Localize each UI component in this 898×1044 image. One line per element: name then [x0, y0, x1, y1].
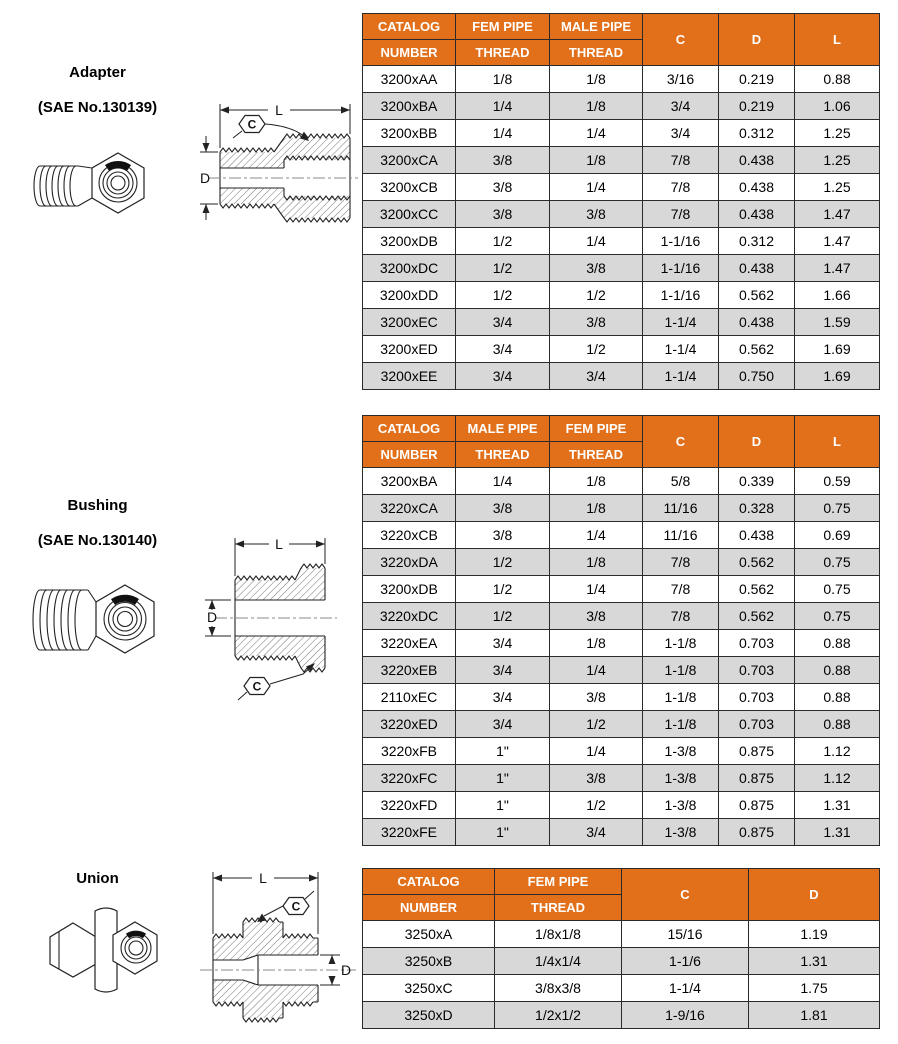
spec-value-cell: 0.88	[795, 711, 880, 738]
column-header: D	[749, 869, 880, 921]
spec-value-cell: 1"	[456, 765, 550, 792]
spec-value-cell: 0.875	[719, 738, 795, 765]
spec-value-cell: 1-1/6	[622, 948, 749, 975]
spec-value-cell: 0.438	[719, 522, 795, 549]
spec-value-cell: 3/8	[456, 174, 550, 201]
spec-value-cell: 0.750	[719, 363, 795, 390]
spec-value-cell: 7/8	[643, 147, 719, 174]
spec-value-cell: 0.339	[719, 468, 795, 495]
column-header: CATALOG	[363, 869, 495, 895]
spec-value-cell: 7/8	[643, 201, 719, 228]
table-row	[363, 282, 880, 309]
spec-value-cell: 1.69	[795, 363, 880, 390]
table-row	[363, 711, 880, 738]
spec-value-cell: 1-9/16	[622, 1002, 749, 1029]
catalog-number-cell: 2110xEC	[363, 684, 456, 711]
spec-value-cell: 0.75	[795, 549, 880, 576]
spec-value-cell: 1.12	[795, 765, 880, 792]
catalog-number-cell: 3220xEB	[363, 657, 456, 684]
spec-value-cell: 1.06	[795, 93, 880, 120]
dim-l-label: L	[259, 870, 267, 886]
spec-value-cell: 0.875	[719, 819, 795, 846]
spec-value-cell: 1.47	[795, 228, 880, 255]
bushing-spec-table	[362, 415, 880, 846]
dim-l-label: L	[275, 536, 283, 552]
spec-value-cell: 1.81	[749, 1002, 880, 1029]
column-header: NUMBER	[363, 40, 456, 66]
table-row	[363, 309, 880, 336]
spec-value-cell: 0.875	[719, 792, 795, 819]
spec-value-cell: 0.875	[719, 765, 795, 792]
spec-value-cell: 1/4	[550, 576, 643, 603]
table-row	[363, 738, 880, 765]
dim-d-label: D	[199, 170, 211, 186]
spec-value-cell: 1-1/4	[643, 309, 719, 336]
dim-l-label: L	[275, 102, 283, 118]
spec-value-cell: 1.12	[795, 738, 880, 765]
table-row	[363, 603, 880, 630]
table-row	[363, 948, 880, 975]
spec-value-cell: 1/2	[456, 228, 550, 255]
table-row	[363, 684, 880, 711]
spec-value-cell: 0.312	[719, 228, 795, 255]
spec-value-cell: 1/2	[550, 792, 643, 819]
spec-value-cell: 1.31	[795, 792, 880, 819]
spec-value-cell: 1/2	[456, 603, 550, 630]
catalog-number-cell: 3220xFE	[363, 819, 456, 846]
catalog-number-cell: 3200xCB	[363, 174, 456, 201]
spec-value-cell: 1-1/8	[643, 684, 719, 711]
spec-value-cell: 1.47	[795, 255, 880, 282]
catalog-number-cell: 3250xC	[363, 975, 495, 1002]
catalog-number-cell: 3200xDD	[363, 282, 456, 309]
spec-value-cell: 0.59	[795, 468, 880, 495]
union-illustration-icon	[35, 898, 165, 1003]
spec-value-cell: 1"	[456, 819, 550, 846]
adapter-sae-number: (SAE No.130139)	[37, 99, 158, 116]
spec-value-cell: 1/8	[550, 93, 643, 120]
spec-value-cell: 1/8	[550, 630, 643, 657]
column-header: THREAD	[456, 40, 550, 66]
dim-c-label: C	[291, 899, 301, 914]
spec-value-cell: 3/4	[456, 684, 550, 711]
spec-value-cell: 0.562	[719, 336, 795, 363]
spec-value-cell: 1-1/4	[643, 363, 719, 390]
spec-value-cell: 1.25	[795, 147, 880, 174]
catalog-number-cell: 3220xDC	[363, 603, 456, 630]
spec-value-cell: 0.75	[795, 495, 880, 522]
column-header: NUMBER	[363, 442, 456, 468]
bushing-technical-drawing	[185, 522, 360, 707]
spec-value-cell: 0.562	[719, 603, 795, 630]
spec-value-cell: 3/4	[456, 657, 550, 684]
adapter-spec-table	[362, 13, 880, 390]
table-row	[363, 468, 880, 495]
spec-value-cell: 1/4	[550, 738, 643, 765]
spec-value-cell: 1-1/8	[643, 711, 719, 738]
catalog-number-cell: 3200xDC	[363, 255, 456, 282]
spec-value-cell: 1.31	[795, 819, 880, 846]
catalog-number-cell: 3220xFC	[363, 765, 456, 792]
catalog-number-cell: 3200xED	[363, 336, 456, 363]
spec-value-cell: 1/2x1/2	[495, 1002, 622, 1029]
column-header: FEM PIPE	[456, 14, 550, 40]
column-header: THREAD	[550, 442, 643, 468]
spec-value-cell: 1/8	[456, 66, 550, 93]
spec-value-cell: 1.25	[795, 174, 880, 201]
column-header: FEM PIPE	[550, 416, 643, 442]
spec-value-cell: 3/4	[456, 711, 550, 738]
adapter-illustration-icon	[28, 136, 158, 231]
union-spec-table	[362, 868, 880, 1029]
spec-value-cell: 7/8	[643, 576, 719, 603]
catalog-number-cell: 3220xCA	[363, 495, 456, 522]
spec-value-cell: 3/8	[550, 255, 643, 282]
spec-value-cell: 0.703	[719, 630, 795, 657]
column-header: L	[795, 14, 880, 66]
spec-value-cell: 0.219	[719, 93, 795, 120]
table-row	[363, 363, 880, 390]
spec-value-cell: 3/4	[456, 309, 550, 336]
spec-value-cell: 0.438	[719, 147, 795, 174]
column-header: THREAD	[495, 895, 622, 921]
spec-value-cell: 1/2	[456, 282, 550, 309]
table-row	[363, 576, 880, 603]
spec-value-cell: 0.438	[719, 255, 795, 282]
spec-value-cell: 0.438	[719, 201, 795, 228]
table-row	[363, 657, 880, 684]
spec-value-cell: 0.69	[795, 522, 880, 549]
table-row	[363, 549, 880, 576]
table-row	[363, 792, 880, 819]
spec-value-cell: 0.703	[719, 657, 795, 684]
catalog-number-cell: 3200xBA	[363, 93, 456, 120]
table-row	[363, 522, 880, 549]
table-row	[363, 336, 880, 363]
adapter-section-title: Adapter	[69, 64, 126, 81]
spec-value-cell: 0.219	[719, 66, 795, 93]
spec-value-cell: 0.562	[719, 549, 795, 576]
spec-value-cell: 1-3/8	[643, 738, 719, 765]
catalog-number-cell: 3200xCC	[363, 201, 456, 228]
catalog-number-cell: 3200xBA	[363, 468, 456, 495]
table-row	[363, 66, 880, 93]
spec-value-cell: 1/4	[550, 657, 643, 684]
spec-value-cell: 0.328	[719, 495, 795, 522]
table-row	[363, 147, 880, 174]
table-row	[363, 630, 880, 657]
spec-value-cell: 1/4	[456, 93, 550, 120]
column-header: MALE PIPE	[456, 416, 550, 442]
bushing-section-title: Bushing	[67, 497, 128, 514]
column-header: C	[622, 869, 749, 921]
spec-value-cell: 0.703	[719, 684, 795, 711]
column-header: NUMBER	[363, 895, 495, 921]
spec-value-cell: 7/8	[643, 174, 719, 201]
catalog-number-cell: 3220xCB	[363, 522, 456, 549]
catalog-number-cell: 3250xD	[363, 1002, 495, 1029]
spec-value-cell: 1/2	[456, 576, 550, 603]
catalog-number-cell: 3200xDB	[363, 576, 456, 603]
column-header: THREAD	[456, 442, 550, 468]
spec-value-cell: 1.66	[795, 282, 880, 309]
column-header: D	[719, 416, 795, 468]
spec-value-cell: 0.75	[795, 603, 880, 630]
spec-value-cell: 3/8	[456, 522, 550, 549]
spec-value-cell: 1/4	[550, 522, 643, 549]
spec-value-cell: 3/4	[456, 630, 550, 657]
spec-value-cell: 1/8	[550, 66, 643, 93]
spec-value-cell: 1.31	[749, 948, 880, 975]
bushing-sae-number: (SAE No.130140)	[37, 532, 158, 549]
table-row	[363, 120, 880, 147]
spec-value-cell: 0.562	[719, 576, 795, 603]
spec-value-cell: 3/8	[550, 201, 643, 228]
spec-value-cell: 1/8	[550, 495, 643, 522]
table-row	[363, 93, 880, 120]
spec-value-cell: 1-1/8	[643, 630, 719, 657]
table-row	[363, 975, 880, 1002]
column-header: THREAD	[550, 40, 643, 66]
catalog-number-cell: 3200xEC	[363, 309, 456, 336]
column-header: C	[643, 416, 719, 468]
spec-value-cell: 1/8	[550, 468, 643, 495]
spec-value-cell: 1/4	[456, 120, 550, 147]
spec-value-cell: 1/2	[550, 711, 643, 738]
spec-value-cell: 11/16	[643, 522, 719, 549]
adapter-technical-drawing	[192, 90, 364, 250]
catalog-number-cell: 3250xB	[363, 948, 495, 975]
spec-value-cell: 0.88	[795, 66, 880, 93]
spec-value-cell: 0.438	[719, 309, 795, 336]
column-header: FEM PIPE	[495, 869, 622, 895]
spec-value-cell: 3/8	[550, 603, 643, 630]
column-header: MALE PIPE	[550, 14, 643, 40]
table-row	[363, 228, 880, 255]
table-row	[363, 201, 880, 228]
table-row	[363, 819, 880, 846]
table-row	[363, 1002, 880, 1029]
column-header: D	[719, 14, 795, 66]
catalog-number-cell: 3220xED	[363, 711, 456, 738]
spec-value-cell: 1.47	[795, 201, 880, 228]
dim-c-label: C	[247, 117, 257, 132]
catalog-number-cell: 3220xEA	[363, 630, 456, 657]
union-technical-drawing	[188, 860, 368, 1035]
column-header: CATALOG	[363, 14, 456, 40]
spec-value-cell: 3/4	[456, 336, 550, 363]
spec-value-cell: 3/4	[456, 363, 550, 390]
spec-value-cell: 0.88	[795, 657, 880, 684]
spec-value-cell: 3/4	[550, 819, 643, 846]
spec-value-cell: 3/8x3/8	[495, 975, 622, 1002]
spec-value-cell: 3/4	[643, 93, 719, 120]
spec-value-cell: 1/8	[550, 549, 643, 576]
spec-value-cell: 0.562	[719, 282, 795, 309]
spec-value-cell: 3/8	[456, 147, 550, 174]
spec-value-cell: 1/4x1/4	[495, 948, 622, 975]
dim-d-label: D	[340, 962, 352, 978]
spec-value-cell: 11/16	[643, 495, 719, 522]
catalog-number-cell: 3220xFB	[363, 738, 456, 765]
spec-value-cell: 1/4	[456, 468, 550, 495]
spec-value-cell: 1.59	[795, 309, 880, 336]
table-row	[363, 921, 880, 948]
spec-value-cell: 5/8	[643, 468, 719, 495]
spec-value-cell: 0.88	[795, 684, 880, 711]
spec-value-cell: 0.312	[719, 120, 795, 147]
spec-value-cell: 3/4	[550, 363, 643, 390]
spec-value-cell: 1-3/8	[643, 792, 719, 819]
catalog-number-cell: 3200xEE	[363, 363, 456, 390]
spec-value-cell: 1-1/16	[643, 282, 719, 309]
catalog-number-cell: 3250xA	[363, 921, 495, 948]
table-row	[363, 255, 880, 282]
spec-value-cell: 1"	[456, 792, 550, 819]
spec-value-cell: 3/8	[550, 765, 643, 792]
spec-value-cell: 1/2	[456, 255, 550, 282]
spec-value-cell: 1-1/4	[622, 975, 749, 1002]
bushing-illustration-icon	[30, 562, 165, 677]
table-row	[363, 765, 880, 792]
spec-value-cell: 1/4	[550, 174, 643, 201]
spec-value-cell: 1-1/4	[643, 336, 719, 363]
spec-value-cell: 1.69	[795, 336, 880, 363]
spec-value-cell: 7/8	[643, 549, 719, 576]
spec-value-cell: 1.19	[749, 921, 880, 948]
spec-value-cell: 3/4	[643, 120, 719, 147]
catalog-number-cell: 3200xAA	[363, 66, 456, 93]
spec-value-cell: 1/4	[550, 228, 643, 255]
spec-value-cell: 3/8	[550, 309, 643, 336]
spec-value-cell: 1-1/16	[643, 255, 719, 282]
spec-value-cell: 1-3/8	[643, 765, 719, 792]
catalog-number-cell: 3200xCA	[363, 147, 456, 174]
catalog-number-cell: 3220xDA	[363, 549, 456, 576]
spec-value-cell: 3/16	[643, 66, 719, 93]
spec-value-cell: 1/8x1/8	[495, 921, 622, 948]
spec-value-cell: 1.75	[749, 975, 880, 1002]
spec-value-cell: 1/2	[550, 282, 643, 309]
spec-value-cell: 1"	[456, 738, 550, 765]
spec-value-cell: 0.703	[719, 711, 795, 738]
spec-value-cell: 1/2	[456, 549, 550, 576]
table-row	[363, 174, 880, 201]
catalog-number-cell: 3200xDB	[363, 228, 456, 255]
column-header: CATALOG	[363, 416, 456, 442]
spec-value-cell: 1/8	[550, 147, 643, 174]
dim-c-label: C	[252, 679, 262, 694]
spec-value-cell: 1/4	[550, 120, 643, 147]
spec-value-cell: 0.88	[795, 630, 880, 657]
spec-value-cell: 1.25	[795, 120, 880, 147]
spec-value-cell: 3/8	[456, 201, 550, 228]
spec-value-cell: 1-1/16	[643, 228, 719, 255]
spec-value-cell: 1/2	[550, 336, 643, 363]
spec-value-cell: 7/8	[643, 603, 719, 630]
catalog-number-cell: 3220xFD	[363, 792, 456, 819]
spec-value-cell: 3/8	[550, 684, 643, 711]
spec-value-cell: 15/16	[622, 921, 749, 948]
spec-value-cell: 1-3/8	[643, 819, 719, 846]
spec-value-cell: 0.75	[795, 576, 880, 603]
table-row	[363, 495, 880, 522]
union-section-title: Union	[76, 870, 119, 887]
spec-value-cell: 1-1/8	[643, 657, 719, 684]
dim-d-label: D	[206, 609, 218, 625]
column-header: L	[795, 416, 880, 468]
column-header: C	[643, 14, 719, 66]
spec-value-cell: 3/8	[456, 495, 550, 522]
spec-value-cell: 0.438	[719, 174, 795, 201]
catalog-number-cell: 3200xBB	[363, 120, 456, 147]
